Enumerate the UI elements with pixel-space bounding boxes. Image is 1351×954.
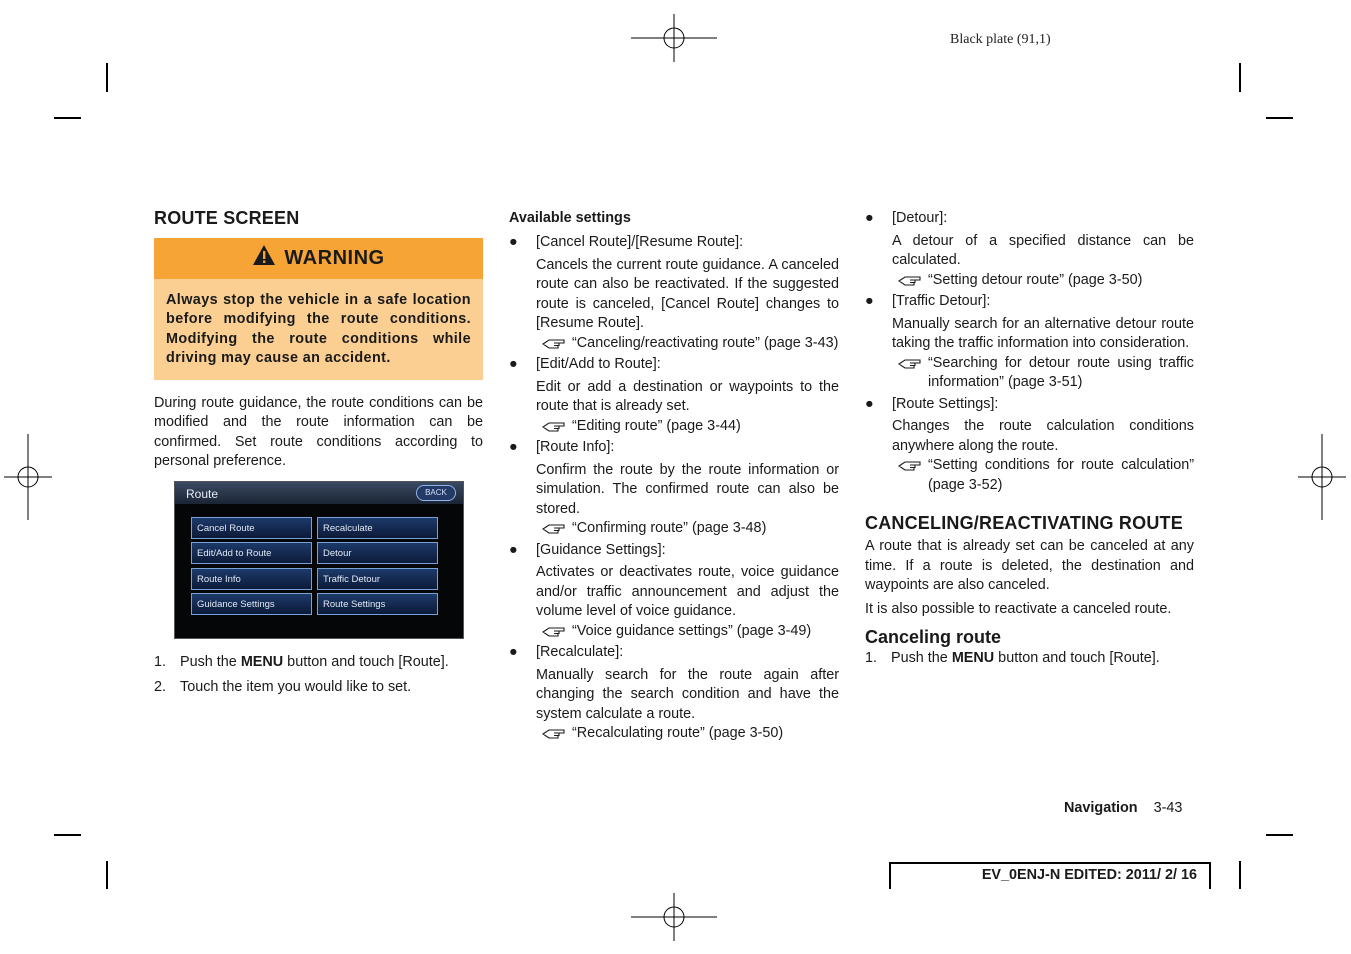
list-item: 1. Push the MENU button and touch [Route].: [154, 653, 449, 670]
bullet-icon: ●: [509, 541, 518, 558]
page-reference: “Setting conditions for route calculation” (page 3-52): [898, 456, 1194, 495]
bullet-icon: ●: [865, 293, 874, 309]
column-2: [509, 206, 839, 744]
pointing-hand-icon: [542, 724, 572, 744]
page-number: 3-43: [1153, 800, 1183, 816]
column-1: [154, 206, 483, 698]
crop-mark: [1266, 117, 1293, 119]
steps-list: [154, 653, 483, 698]
settings-list-continued: [865, 209, 1194, 495]
column-3: [865, 206, 1194, 669]
bullet-icon: ●: [509, 439, 518, 455]
list-item: ● [Route Settings]: Changes the route calculation conditions anywhere along the route. “Setting conditions for route calculation” (page 3-52): [865, 395, 1194, 496]
crop-mark: [1239, 861, 1241, 889]
cancel-paragraph: A route that is already set can be canceled at any time. If a route is deleted, the destination and waypoints are also canceled.: [865, 538, 1194, 593]
crop-mark: [1266, 834, 1293, 836]
screen-button-route-info: Route Info: [191, 568, 312, 590]
warning-header: [154, 238, 483, 279]
cancel-steps-list: [865, 649, 1194, 669]
crop-mark: [106, 63, 108, 92]
section-heading: ROUTE SCREEN: [154, 208, 300, 228]
screen-button-cancel-route: Cancel Route: [191, 517, 312, 539]
warning-label: WARNING: [284, 246, 385, 269]
canceling-reactivating-heading: CANCELING/REACTIVATING ROUTE: [865, 513, 1183, 533]
registration-mark-icon: [1298, 434, 1346, 520]
pointing-hand-icon: [542, 417, 572, 437]
pointing-hand-icon: [542, 519, 572, 539]
edited-stamp: EV_0ENJ-N EDITED: 2011/ 2/ 16: [889, 862, 1211, 889]
page-reference: “Searching for detour route using traffic information” (page 3-51): [898, 354, 1194, 393]
crop-mark: [1239, 63, 1241, 92]
plate-label: Black plate (91,1): [950, 32, 1051, 47]
crop-mark: [54, 834, 81, 836]
page-reference: “Setting detour route” (page 3-50): [898, 271, 1194, 291]
bullet-icon: ●: [509, 356, 518, 372]
pointing-hand-icon: [542, 334, 572, 354]
list-item: ● [Traffic Detour]: Manually search for an alternative detour route taking the traffic information into consideration. “Searching for detour route using traffic information” (page 3-51): [865, 292, 1194, 393]
crop-mark: [106, 861, 108, 889]
back-button: BACK: [416, 485, 456, 501]
page-reference: “Editing route” (page 3-44): [542, 417, 839, 437]
list-item: 2. Touch the item you would like to set.: [154, 679, 412, 696]
bullet-icon: ●: [865, 210, 874, 226]
reactivate-paragraph: It is also possible to reactivate a canceled route.: [865, 600, 1172, 617]
bullet-icon: ●: [509, 644, 518, 660]
page-reference: “Confirming route” (page 3-48): [542, 519, 839, 539]
pointing-hand-icon: [898, 456, 928, 495]
list-item: 1. Push the MENU button and touch [Route].: [865, 650, 1160, 666]
screen-button-guidance-settings: Guidance Settings: [191, 593, 312, 615]
settings-list: [509, 233, 839, 744]
screen-button-edit-add-route: Edit/Add to Route: [191, 542, 312, 564]
page-footer: [1064, 800, 1182, 816]
list-item: ● [Cancel Route]/[Resume Route]: Cancels the current route guidance. A canceled route can also be reactivated. If the suggested route is canceled, [Cancel Route] changes to [Resume Route]. “Canceling/reactivating route” (page 3-43): [509, 233, 839, 353]
screen-button-recalculate: Recalculate: [317, 517, 438, 539]
list-item: ● [Detour]: A detour of a specified distance can be calculated. “Setting detour route” (page 3-50): [865, 209, 1194, 290]
list-item: ● [Guidance Settings]: Activates or deactivates route, voice guidance and/or traffic announcement and adjust the volume level of voice guidance. “Voice guidance settings” (page 3-49): [509, 541, 839, 642]
page-reference: “Voice guidance settings” (page 3-49): [542, 622, 839, 642]
registration-mark-icon: [4, 434, 52, 520]
list-item: ● [Recalculate]: Manually search for the route again after changing the search condition and have the system calculate a route. “Recalculating route” (page 3-50): [509, 643, 839, 744]
screen-button-traffic-detour: Traffic Detour: [317, 568, 438, 590]
pointing-hand-icon: [898, 271, 928, 291]
registration-mark-icon: [631, 14, 717, 62]
canceling-route-subheading: Canceling route: [865, 627, 1002, 647]
screen-button-route-settings: Route Settings: [317, 593, 438, 615]
page-reference: “Canceling/reactivating route” (page 3-43): [542, 334, 839, 354]
crop-mark: [54, 117, 81, 119]
bullet-icon: ●: [509, 234, 518, 250]
pointing-hand-icon: [898, 354, 928, 393]
warning-text: Always stop the vehicle in a safe location before modifying the route conditions. Modifying the route conditions while driving may cause an accident.: [166, 292, 471, 367]
footer-section-name: Navigation: [1064, 800, 1138, 816]
list-item: ● [Route Info]: Confirm the route by the route information or simulation. The confirmed route can also be stored. “Confirming route” (page 3-48): [509, 438, 839, 539]
available-settings-heading: Available settings: [509, 210, 631, 226]
bullet-icon: ●: [865, 395, 874, 412]
screen-button-detour: Detour: [317, 542, 438, 564]
pointing-hand-icon: [542, 622, 572, 642]
route-screen-image: [174, 481, 464, 639]
registration-mark-icon: [631, 893, 717, 941]
intro-paragraph: During route guidance, the route conditions can be modified and the route information can be confirmed. Set route conditions according to personal preference.: [154, 394, 483, 470]
warning-box: [154, 238, 483, 380]
page-reference: “Recalculating route” (page 3-50): [542, 724, 839, 744]
warning-triangle-icon: [252, 244, 276, 273]
screen-title: Route: [186, 486, 219, 501]
list-item: ● [Edit/Add to Route]: Edit or add a destination or waypoints to the route that is already set. “Editing route” (page 3-44): [509, 355, 839, 436]
